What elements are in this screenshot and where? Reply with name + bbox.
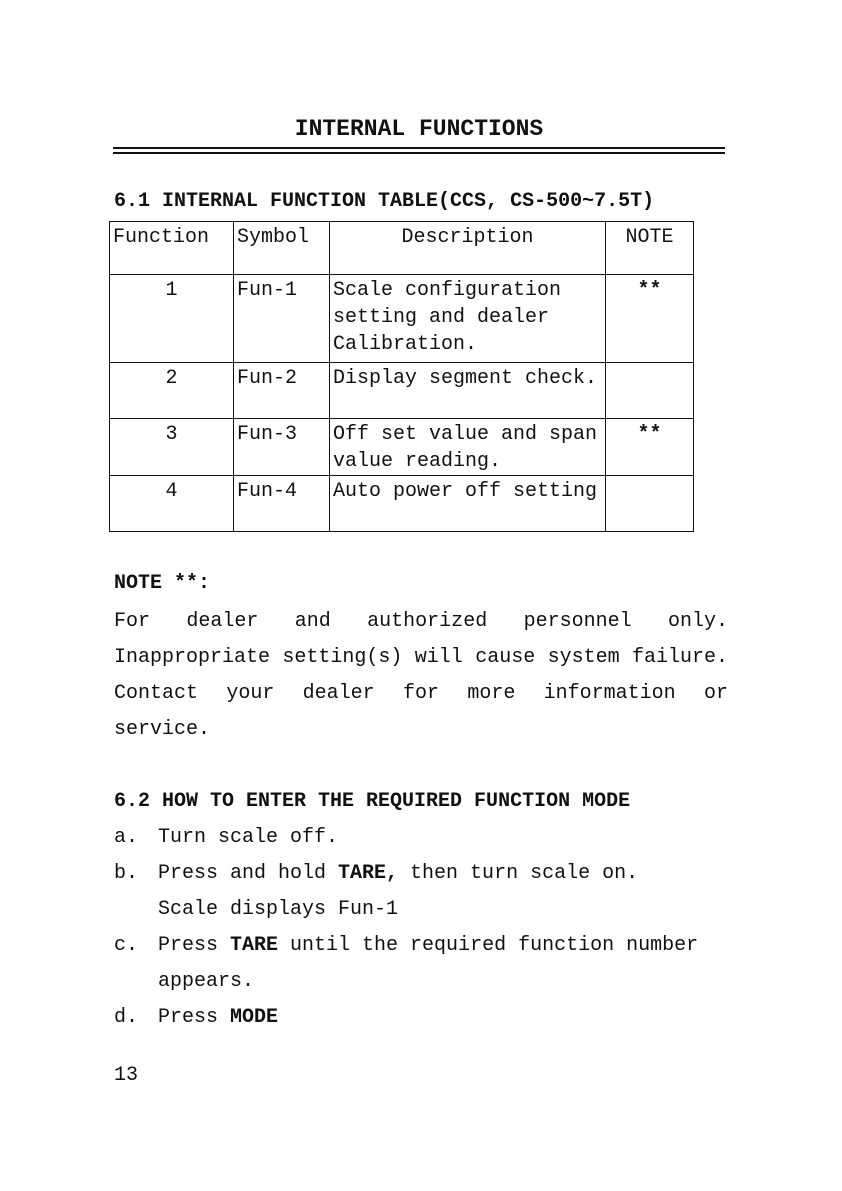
cell-description: Auto power off setting — [330, 476, 606, 532]
step-d — [114, 1000, 734, 1036]
title-double-rule — [113, 147, 725, 154]
header-description: Description — [330, 222, 606, 275]
cell-function: 3 — [110, 419, 234, 476]
step-text: then turn scale on. — [398, 862, 639, 885]
cell-function: 4 — [110, 476, 234, 532]
table-row — [110, 419, 694, 476]
cell-symbol: Fun-2 — [234, 363, 330, 419]
step-b — [114, 856, 734, 928]
tare-key: TARE, — [338, 862, 399, 885]
step-body — [158, 856, 734, 928]
cell-symbol: Fun-4 — [234, 476, 330, 532]
cell-note: ** — [606, 419, 694, 476]
step-letter: c. — [114, 934, 139, 957]
table-row — [110, 363, 694, 419]
mode-key: MODE — [230, 1006, 279, 1029]
page-title: INTERNAL FUNCTIONS — [294, 116, 544, 142]
tare-key: TARE — [230, 934, 279, 957]
header-symbol: Symbol — [234, 222, 330, 275]
cell-symbol: Fun-1 — [234, 275, 330, 363]
step-text: Press — [158, 1006, 231, 1029]
step-a — [114, 820, 734, 856]
step-text: until the required function number appears. — [158, 934, 699, 993]
cell-description: Scale configuration setting and dealer Calibration. — [330, 275, 606, 363]
step-body — [158, 1000, 734, 1036]
cell-function: 1 — [110, 275, 234, 363]
step-text: Press — [158, 934, 231, 957]
cell-note: ** — [606, 275, 694, 363]
section-heading-6-1: 6.1 INTERNAL FUNCTION TABLE(CCS, CS-500~7.5T) — [114, 190, 655, 213]
cell-symbol: Fun-3 — [234, 419, 330, 476]
step-text: Press and hold — [158, 862, 339, 885]
cell-description: Off set value and span value reading. — [330, 419, 606, 476]
step-letter: b. — [114, 862, 139, 885]
table-row — [110, 275, 694, 363]
cell-note — [606, 363, 694, 419]
step-body — [158, 928, 734, 1000]
section-heading-6-2: 6.2 HOW TO ENTER THE REQUIRED FUNCTION MODE — [114, 790, 631, 813]
step-letter: a. — [114, 826, 139, 849]
table-row — [110, 476, 694, 532]
internal-function-table — [109, 221, 694, 532]
note-label: NOTE **: — [114, 572, 211, 595]
cell-function: 2 — [110, 363, 234, 419]
step-c — [114, 928, 734, 1000]
page-number: 13 — [114, 1064, 139, 1087]
header-function: Function — [110, 222, 234, 275]
cell-note — [606, 476, 694, 532]
steps-list — [114, 820, 734, 1036]
step-text: Scale displays Fun-1 — [158, 898, 399, 921]
step-letter: d. — [114, 1006, 139, 1029]
header-note: NOTE — [606, 222, 694, 275]
cell-description: Display segment check. — [330, 363, 606, 419]
table-header-row — [110, 222, 694, 275]
note-text: For dealer and authorized personnel only. Inappropriate setting(s) will cause system failure. Contact your dealer for more information or service. — [114, 610, 728, 741]
step-text: Turn scale off. — [158, 826, 339, 849]
